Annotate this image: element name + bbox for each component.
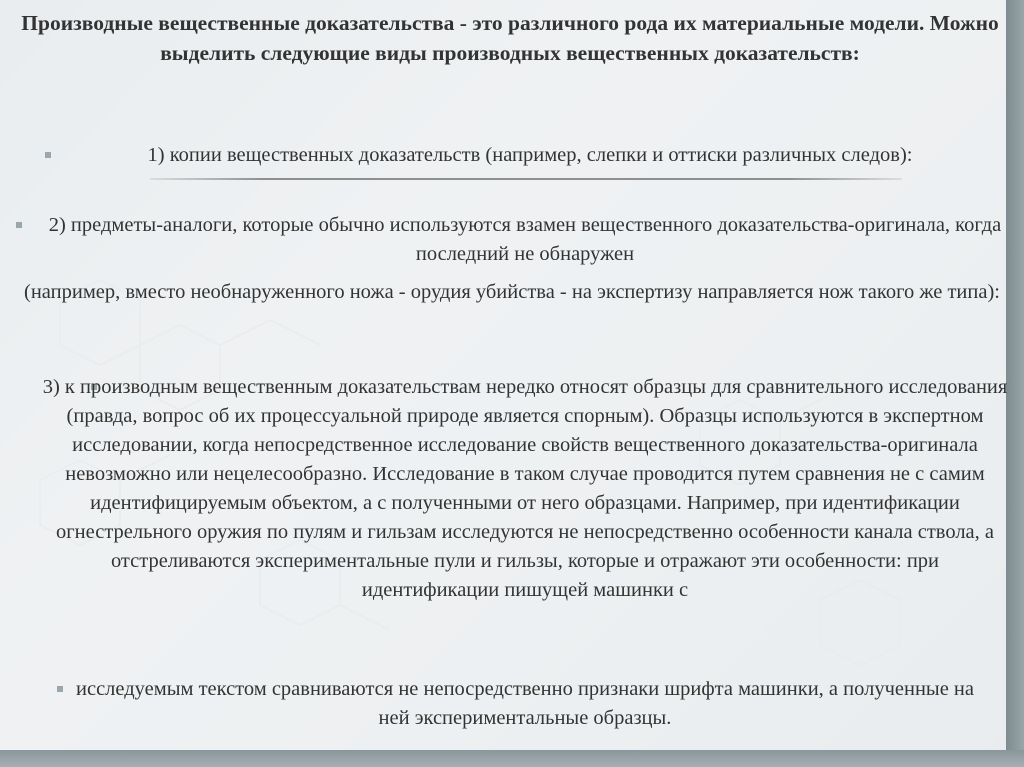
bullet-icon [45, 152, 51, 158]
bullet-icon [57, 686, 63, 692]
list-item-2-note: (например, вместо необнаруженного ножа - орудия убийства - на экспертизу направляется нож такого же типа): [24, 281, 1000, 303]
list-item-4: исследуемым текстом сравниваются не непосредственно признаки шрифта машинки, а полученные на ней экспериментальные образцы. [76, 678, 974, 729]
slide-title: Производные вещественные доказательства - это различного рода их материальные модели. Можно выделить следующие виды производных вещественных доказательств: [21, 11, 999, 65]
list-item-2: 2) предметы-аналоги, которые обычно используются взамен вещественного доказательства-оригинала, когда последний не обнаружен [48, 214, 1002, 265]
slide-shadow-bottom [0, 750, 1024, 767]
list-item-1: 1) копии вещественных доказательств (например, слепки и оттиски различных следов): [147, 144, 913, 166]
bullet-icon [16, 222, 22, 228]
list-item-3: 3) к производным вещественным доказательствам нередко относят образцы для сравнительного исследования (правда, вопрос об их процессуальной природе является спорным). Образцы используются в экспертном исследовании, когда непосредственное исследование свойств вещественного доказательства-оригинала невозможно или нецелесообразно. Исследование в таком случае проводится путем сравнения не с самим идентифицируемым объектом, а с полученными от него образцами. Например, при идентификации огнестрельного оружия по пулям и гильзам исследуются не непосредственно особенности канала ствола, а отстреливаются экспериментальные пули и гильзы, которые и отражают эти особенности: при идентификации пишущей машинки с [42, 376, 1008, 601]
divider [150, 178, 902, 180]
